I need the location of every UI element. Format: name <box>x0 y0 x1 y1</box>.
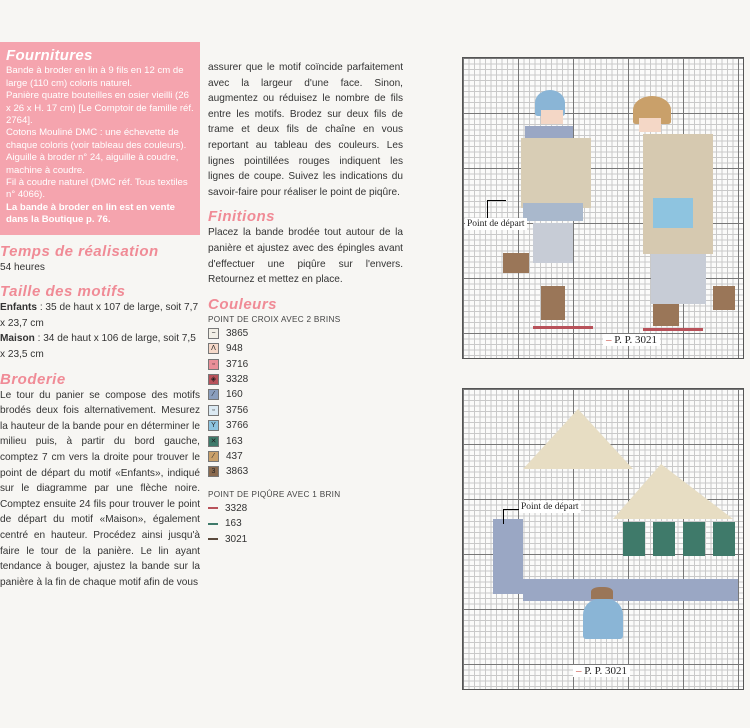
start-label: Point de départ <box>521 502 579 512</box>
color-code: 3021 <box>225 533 248 545</box>
color-code: 160 <box>226 389 243 401</box>
color-code: 437 <box>226 451 243 463</box>
temps-title: Temps de réalisation <box>0 242 159 260</box>
finitions-section <box>208 208 403 287</box>
child-right-boot2 <box>713 286 735 310</box>
croix-label: POINT DE CROIX AVEC 2 BRINS <box>208 314 341 324</box>
child-right-boot <box>653 304 679 326</box>
color-code: 163 <box>225 518 242 530</box>
color-code: 3756 <box>226 404 249 416</box>
color-swatch: ⁄ <box>208 451 219 462</box>
color-swatch: ◈ <box>208 374 219 385</box>
fournitures-title: Fournitures <box>6 47 93 64</box>
start-label: Point de départ <box>467 219 525 229</box>
broderie-title: Broderie <box>0 370 66 388</box>
line-swatch <box>208 507 218 509</box>
color-code: 3328 <box>226 374 249 386</box>
fournitures-line: Fil à coudre naturel (DMC réf. Tous textiles n° 4066). <box>6 177 188 201</box>
red-dash-icon: – <box>606 334 612 346</box>
croix-color-item <box>208 357 403 372</box>
child-right-legs <box>651 254 706 304</box>
child-right-coat-blue <box>653 198 693 228</box>
enfants-label: Enfants <box>0 302 38 314</box>
temps-value: 54 heures <box>0 261 45 273</box>
croix-color-item <box>208 372 403 387</box>
enfants-chart <box>462 57 744 359</box>
red-dash-icon: – <box>576 665 582 677</box>
color-code: 948 <box>226 343 243 355</box>
couleurs-section <box>208 296 403 547</box>
finitions-text: Placez la bande brodée tout autour de la panière et ajustez avec des épingles avant d'effectuer une piqûre sur l'envers. Retournez et mettez en place. <box>208 227 403 286</box>
color-swatch: Y <box>208 420 219 431</box>
chart-ref <box>603 334 660 346</box>
child-left-face <box>541 110 563 124</box>
croix-color-item <box>208 403 403 418</box>
color-code: 3863 <box>226 466 249 478</box>
maison-label: Maison <box>0 333 35 345</box>
child-right-coat <box>643 134 713 254</box>
taille-enfants <box>0 300 200 331</box>
enfants-value: : 35 de haut x 107 de large, soit 7,7 x 23,7 cm <box>0 302 199 329</box>
piqure-color-list <box>208 501 403 547</box>
mountain-left <box>523 409 633 469</box>
croix-color-item <box>208 341 403 356</box>
lake-band-bottom <box>523 579 738 601</box>
trees-row <box>623 522 738 556</box>
child-right-face <box>639 118 661 132</box>
finitions-title: Finitions <box>208 208 275 226</box>
start-arrow-icon <box>487 200 506 219</box>
taille-title: Taille des motifs <box>0 283 126 301</box>
croix-color-item <box>208 433 403 448</box>
color-swatch: ⁄ <box>208 389 219 400</box>
broderie-continuation: assurer que le motif coïncide parfaitement avec la largeur d'une face. Sinon, augmentez ou réduisez le nombre de fils entre les motifs. Brodez sur deux fils de trame et deux fils de chaîne en vous reportant au tableau des couleurs. Les lignes pointillées rouges indiquent les lignes de coupe. Suivez les indications du savoir-faire pour réaliser le point de piqûre. <box>208 62 403 198</box>
chart-ref <box>573 665 630 677</box>
color-swatch: ▫ <box>208 359 219 370</box>
child-left-boot2 <box>503 253 529 273</box>
piqure-color-item <box>208 531 403 546</box>
temps-section <box>0 243 200 276</box>
fournitures-line: Bande à broder en lin à 9 fils en 12 cm de large (110 cm) coloris naturel. <box>6 65 184 89</box>
color-code: 3766 <box>226 420 249 432</box>
chart-ref-text: P. P. 3021 <box>614 334 658 346</box>
line-swatch <box>208 523 218 525</box>
middle-column <box>208 60 403 547</box>
skate-line-2 <box>643 328 703 331</box>
child-left-coat-trim <box>523 203 583 221</box>
color-code: 3716 <box>226 358 249 370</box>
mountain-right <box>613 464 733 519</box>
child-hat <box>583 599 623 639</box>
taille-maison <box>0 331 200 362</box>
line-swatch <box>208 538 218 540</box>
color-code: 3865 <box>226 327 249 339</box>
lake-band-left <box>493 519 523 594</box>
taille-section <box>0 283 200 362</box>
boutique-note: La bande à broder en lin est en vente dans la Boutique p. 76. <box>6 201 176 226</box>
fournitures-line: Panière quatre bouteilles en osier vieilli (26 x 26 x H. 17 cm) [Le Comptoir de famille réf. 2764]. <box>6 90 194 127</box>
croix-color-item <box>208 464 403 479</box>
child-left-scarf <box>525 126 573 138</box>
piqure-color-item <box>208 501 403 516</box>
croix-color-item <box>208 449 403 464</box>
skate-line <box>533 326 593 329</box>
piqure-color-item <box>208 516 403 531</box>
left-column <box>0 0 200 590</box>
croix-color-item <box>208 326 403 341</box>
couleurs-title: Couleurs <box>208 295 278 313</box>
child-hat-top <box>591 587 613 599</box>
chart-ref-text: P. P. 3021 <box>584 665 628 677</box>
color-swatch: ▫ <box>208 405 219 416</box>
croix-color-item <box>208 387 403 402</box>
croix-color-list <box>208 326 403 480</box>
color-swatch: − <box>208 328 219 339</box>
maison-value: : 34 de haut x 106 de large, soit 7,5 x 23,5 cm <box>0 333 196 361</box>
color-code: 163 <box>226 435 243 447</box>
child-left-leg <box>533 223 573 263</box>
color-swatch: 3 <box>208 466 219 477</box>
maison-chart <box>462 388 744 690</box>
child-left-boot <box>541 286 565 320</box>
piqure-label: POINT DE PIQÛRE AVEC 1 BRIN <box>208 489 341 499</box>
color-swatch: ✕ <box>208 436 219 447</box>
child-left-coat <box>521 138 591 208</box>
broderie-section <box>0 371 200 591</box>
fournitures-box <box>0 42 200 235</box>
fournitures-line: Cotons Mouliné DMC : une échevette de chaque coloris (voir tableau des couleurs). <box>6 127 187 151</box>
croix-color-item <box>208 418 403 433</box>
color-swatch: Λ <box>208 343 219 354</box>
broderie-text: Le tour du panier se compose des motifs brodés deux fois alternativement. Mesurez la hauteur de la bande pour en déterminer le milieu puis, à partir du bord gauche, comptez 7 cm vers la droite pour trouver le point de départ du motif «Enfants», indiqué sur le diagramme par une flèche noire. Comptez ensuite 24 fils pour trouver le point de départ du motif «Maison», également centré en hauteur. Procédez ainsi jusqu'à faire le tour de la panière. Le lin ayant tendance à bouger, ajustez la bande sur la panière à la fin de chaque motif afin de vous <box>0 389 200 588</box>
fournitures-line: Aiguille à broder n° 24, aiguille à coudre, machine à coudre. <box>6 152 179 176</box>
color-code: 3328 <box>225 502 248 514</box>
start-arrow-icon <box>503 509 520 524</box>
